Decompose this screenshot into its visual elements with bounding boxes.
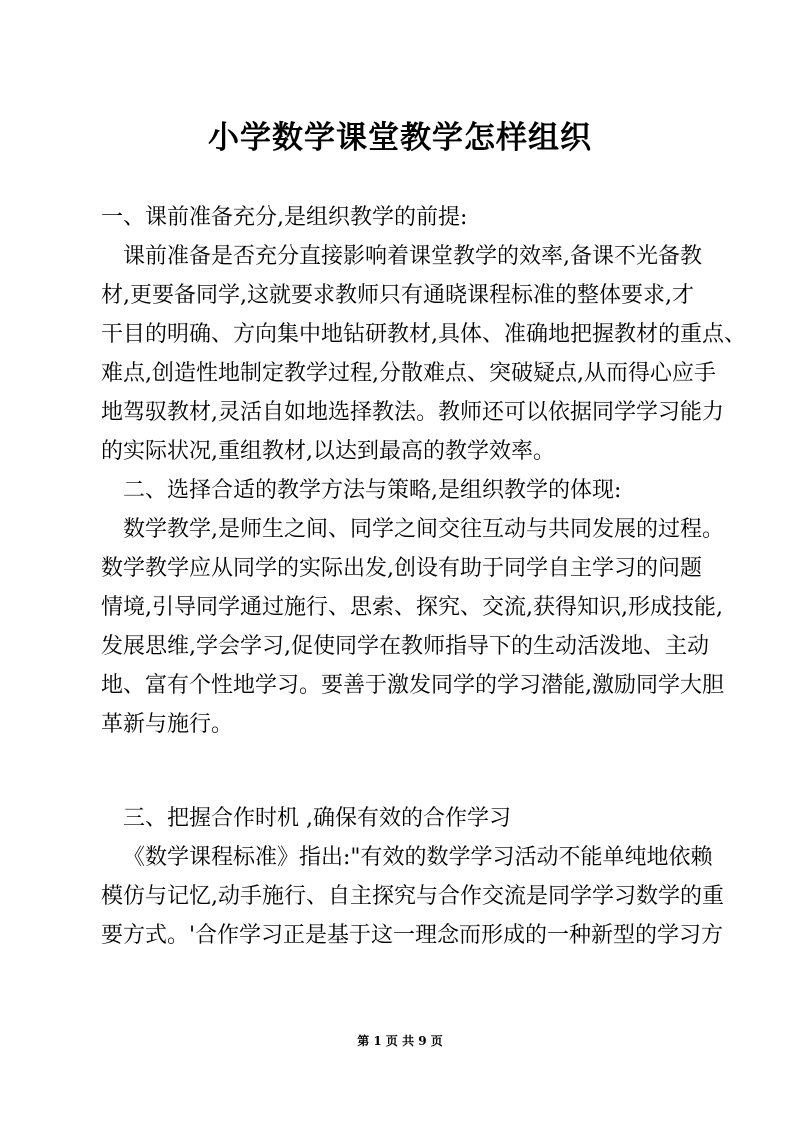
section-heading-2: 二、选择合适的教学方法与策略,是组织教学的体现:	[123, 478, 622, 503]
paragraph-line: 课前准备是否充分直接影响着课堂教学的效率,备课不光备教	[123, 244, 702, 269]
paragraph-line: 革新与施行。	[101, 712, 234, 737]
paragraph-spacer	[101, 744, 711, 799]
paragraph-line: 材,更要备同学,这就要求教师只有通晓课程标准的整体要求,才	[101, 283, 694, 308]
paragraph-line: 情境,引导同学通过施行、思索、探究、交流,获得知识,形成技能,	[101, 595, 723, 620]
paragraph-line: 难点,创造性地制定教学过程,分散难点、突破疑点,从而得心应手	[101, 361, 716, 386]
document-title: 小学数学课堂教学怎样组织	[208, 120, 592, 156]
paragraph-line: 模仿与记忆,动手施行、自主探究与合作交流是同学学习数学的重	[101, 884, 724, 909]
paragraph-line: 发展思维,学会学习,促使同学在教师指导下的生动活泼地、主动	[101, 634, 709, 659]
paragraph-line: 《数学课程标准》指出:"有效的数学学习活动不能单纯地依赖	[123, 845, 713, 870]
paragraph-line: 地、富有个性地学习。要善于激发同学的学习潜能,激励同学大胆	[101, 673, 724, 698]
document-body	[101, 198, 746, 955]
section-heading-1: 一、课前准备充分,是组织教学的前提:	[101, 205, 468, 230]
paragraph-line: 数学教学应从同学的实际出发,创设有助于同学自主学习的问题	[101, 556, 702, 581]
paragraph-line: 干目的明确、方向集中地钻研教材,具体、准确地把握教材的重点、	[101, 322, 746, 347]
page-number-footer: 第 1 页 共 9 页	[357, 1034, 443, 1048]
paragraph-line: 的实际状况,重组教材,以达到最高的教学效率。	[101, 439, 555, 464]
paragraph-line: 数学教学,是师生之间、同学之间交往互动与共同发展的过程。	[123, 517, 724, 542]
section-heading-3: 三、把握合作时机 ,确保有效的合作学习	[123, 806, 511, 831]
paragraph-line: 地驾驭教材,灵活自如地选择教法。教师还可以依据同学学习能力	[101, 400, 724, 425]
paragraph-line: 要方式。'合作学习正是基于这一理念而形成的一种新型的学习方	[101, 923, 724, 948]
